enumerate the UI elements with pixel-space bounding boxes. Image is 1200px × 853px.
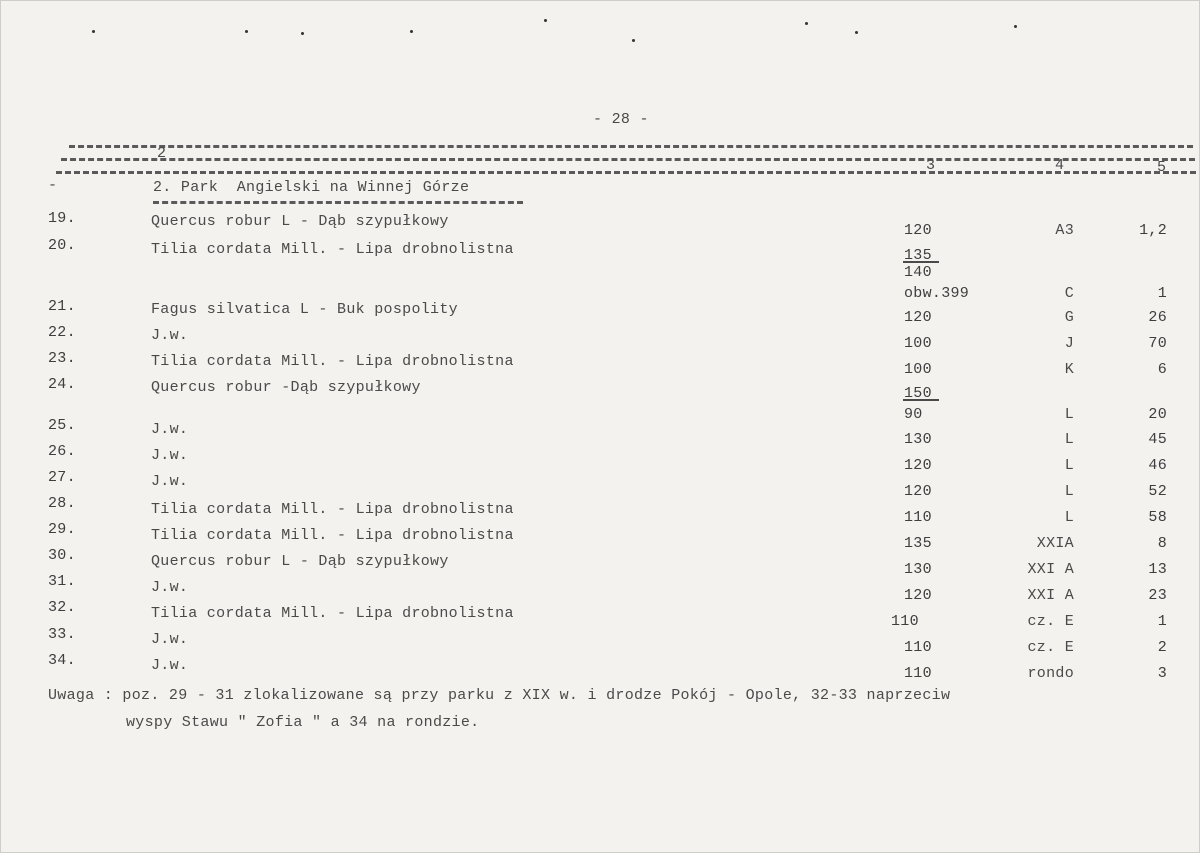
size-value: 100: [904, 335, 932, 352]
size-value: 130: [904, 431, 932, 448]
size-value: 110: [891, 613, 919, 630]
tree-count: 2: [1157, 639, 1167, 656]
location-code: L: [1064, 406, 1074, 423]
species-name: Tilia cordata Mill. - Lipa drobnolistna: [151, 527, 514, 544]
tree-count: 1: [1157, 613, 1167, 630]
size-value-top: 150: [904, 385, 932, 402]
section-title: 2. Park Angielski na Winnej Górze: [153, 179, 470, 196]
row-number: 27.: [48, 469, 76, 486]
size-value: 120: [904, 309, 932, 326]
species-name: Quercus robur -Dąb szypułkowy: [151, 379, 421, 396]
species-name: J.w.: [151, 631, 189, 648]
tree-count: 26: [1148, 309, 1167, 326]
speck: [632, 39, 635, 42]
species-name: J.w.: [151, 327, 189, 344]
speck: [245, 30, 248, 33]
species-name: Tilia cordata Mill. - Lipa drobnolistna: [151, 605, 514, 622]
header-rule-top: [69, 145, 1193, 148]
location-code: L: [1064, 431, 1074, 448]
location-code: XXI A: [1027, 587, 1074, 604]
size-value: 120: [904, 483, 932, 500]
location-code: G: [1064, 309, 1074, 326]
row-number: 32.: [48, 599, 76, 616]
location-code: XXI A: [1027, 561, 1074, 578]
fraction-line: [903, 399, 939, 401]
tree-count: 70: [1148, 335, 1167, 352]
header-col4: 4: [1055, 157, 1065, 174]
note-line2: wyspy Stawu " Zofia " a 34 na rondzie.: [126, 714, 480, 731]
size-value: 135: [904, 535, 932, 552]
tree-count: 23: [1148, 587, 1167, 604]
row-number: 22.: [48, 324, 76, 341]
location-code: XXIA: [1036, 535, 1074, 552]
size-value: 120: [904, 222, 932, 239]
species-name: Tilia cordata Mill. - Lipa drobnolistna: [151, 353, 514, 370]
species-name: Tilia cordata Mill. - Lipa drobnolistna: [151, 501, 514, 518]
location-code: L: [1064, 509, 1074, 526]
header-rule-middle: [61, 158, 1195, 161]
speck: [544, 19, 547, 22]
tree-count: 45: [1148, 431, 1167, 448]
speck: [301, 32, 304, 35]
tree-count: 46: [1148, 457, 1167, 474]
tree-count: 52: [1148, 483, 1167, 500]
size-value: obw.399: [904, 285, 970, 302]
tree-count: 8: [1157, 535, 1167, 552]
tree-count: 1,2: [1139, 222, 1167, 239]
section-title-underline: [153, 201, 523, 204]
location-code: J: [1064, 335, 1074, 352]
size-value: 130: [904, 561, 932, 578]
species-name: Quercus robur L - Dąb szypułkowy: [151, 553, 449, 570]
species-name: Quercus robur L - Dąb szypułkowy: [151, 213, 449, 230]
species-name: J.w.: [151, 447, 189, 464]
species-name: Fagus silvatica L - Buk pospolity: [151, 301, 458, 318]
tree-count: 1: [1157, 285, 1167, 302]
speck: [410, 30, 413, 33]
page-number: - 28 -: [593, 111, 649, 128]
row-number: 24.: [48, 376, 76, 393]
size-value: 120: [904, 457, 932, 474]
row-number: 21.: [48, 298, 76, 315]
row-number: 28.: [48, 495, 76, 512]
row-number: 30.: [48, 547, 76, 564]
speck: [92, 30, 95, 33]
header-col3: 3: [926, 157, 936, 174]
location-code: L: [1064, 483, 1074, 500]
size-value: 110: [904, 509, 932, 526]
species-name: J.w.: [151, 579, 189, 596]
row-number: 26.: [48, 443, 76, 460]
location-code: C: [1064, 285, 1074, 302]
tree-count: 6: [1157, 361, 1167, 378]
location-code: rondo: [1027, 665, 1074, 682]
tree-count: 58: [1148, 509, 1167, 526]
size-value: 120: [904, 587, 932, 604]
location-code: cz. E: [1027, 613, 1074, 630]
location-code: L: [1064, 457, 1074, 474]
location-code: A3: [1055, 222, 1074, 239]
size-value: 100: [904, 361, 932, 378]
species-name: J.w.: [151, 657, 189, 674]
tree-count: 13: [1148, 561, 1167, 578]
header-rule-bottom: [56, 171, 1196, 174]
size-value: 110: [904, 665, 932, 682]
header-col2: 2: [157, 145, 167, 162]
fraction-line: [903, 261, 939, 263]
header-col1: -: [48, 177, 58, 194]
note-line1: Uwaga : poz. 29 - 31 zlokalizowane są przy parku z XIX w. i drodze Pokój - Opole, 32-33 naprzeciw: [48, 687, 951, 704]
row-number: 19.: [48, 210, 76, 227]
tree-count: 3: [1157, 665, 1167, 682]
size-value-bottom: 140: [904, 264, 932, 281]
species-name: Tilia cordata Mill. - Lipa drobnolistna: [151, 241, 514, 258]
row-number: 29.: [48, 521, 76, 538]
species-name: J.w.: [151, 473, 189, 490]
tree-count: 20: [1148, 406, 1167, 423]
location-code: K: [1064, 361, 1074, 378]
size-value: 90: [904, 406, 923, 423]
size-value: 110: [904, 639, 932, 656]
row-number: 20.: [48, 237, 76, 254]
speck: [855, 31, 858, 34]
header-col5: 5: [1157, 159, 1167, 176]
speck: [1014, 25, 1017, 28]
row-number: 34.: [48, 652, 76, 669]
row-number: 25.: [48, 417, 76, 434]
row-number: 23.: [48, 350, 76, 367]
location-code: cz. E: [1027, 639, 1074, 656]
species-name: J.w.: [151, 421, 189, 438]
row-number: 33.: [48, 626, 76, 643]
size-value-top: 135: [904, 247, 932, 264]
speck: [805, 22, 808, 25]
row-number: 31.: [48, 573, 76, 590]
